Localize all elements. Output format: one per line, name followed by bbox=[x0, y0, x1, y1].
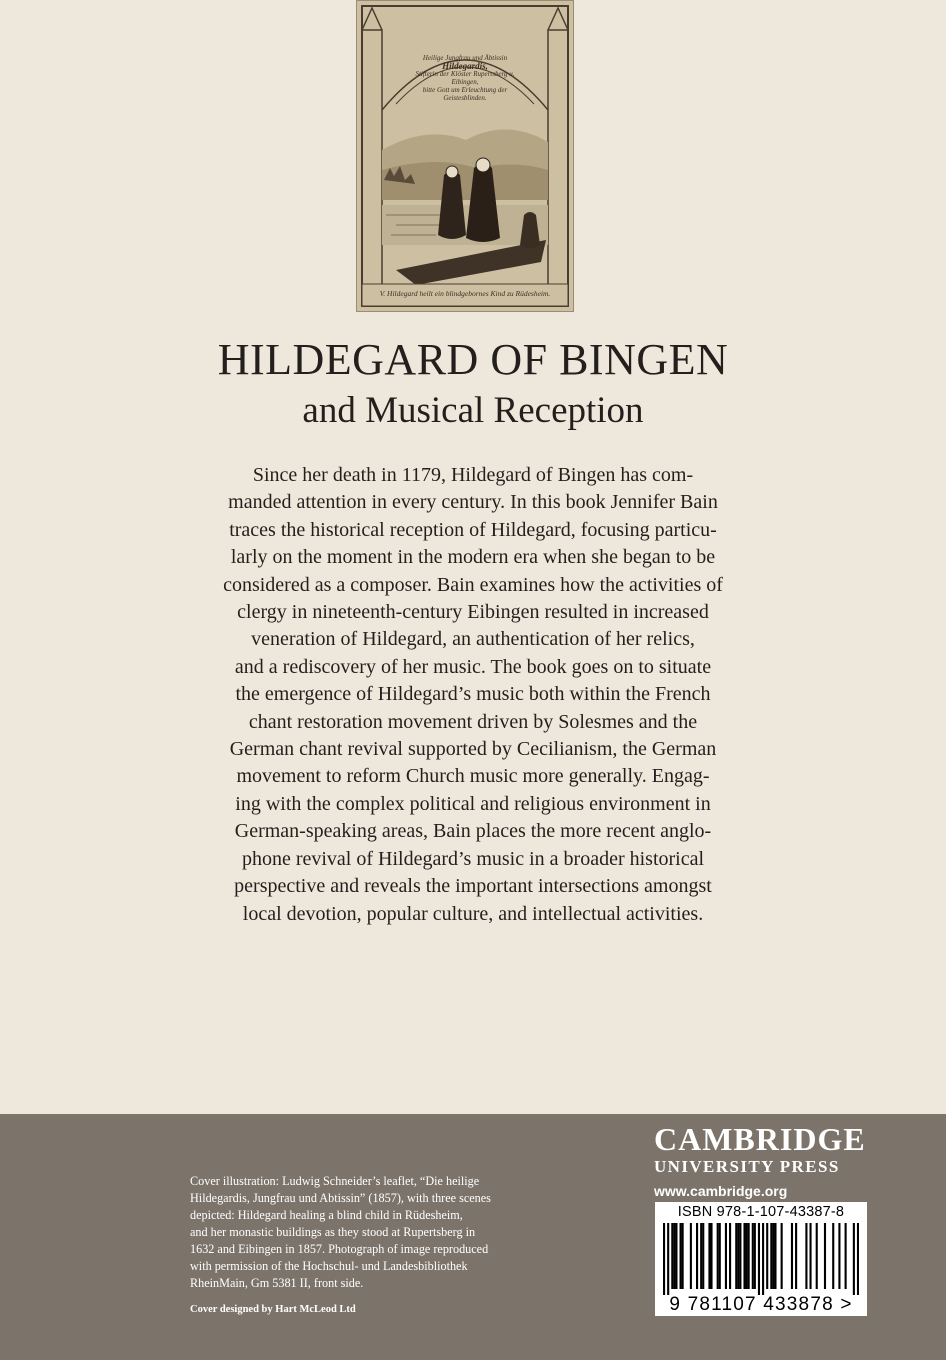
barcode-bar bbox=[702, 1223, 704, 1289]
designer-credit: Cover designed by Hart McLeod Ltd bbox=[190, 1304, 356, 1315]
barcode-bar bbox=[739, 1223, 741, 1289]
blurb-line: traces the historical reception of Hildegard, focusing particu- bbox=[229, 518, 717, 541]
blurb-line: ing with the complex political and religious environment in bbox=[235, 792, 711, 815]
publisher-logo bbox=[654, 1122, 874, 1199]
credits-line: Hildegardis, Jungfrau und Abtissin” (1857), with three scenes bbox=[190, 1191, 491, 1205]
publisher-url[interactable]: www.cambridge.org bbox=[654, 1183, 788, 1199]
blurb-line: the emergence of Hildegard’s music both within the French bbox=[235, 683, 711, 706]
credits-line: RheinMain, Gm 5381 II, front side. bbox=[190, 1276, 364, 1290]
barcode-bar bbox=[663, 1223, 665, 1295]
barcode-bar bbox=[758, 1223, 760, 1295]
illustration-caption: V. Hildegard heilt ein blindgebornes Kind zu Rüdesheim. bbox=[379, 289, 551, 298]
barcode-bar bbox=[781, 1223, 783, 1289]
barcode-bar bbox=[805, 1223, 807, 1289]
barcode-bar bbox=[708, 1223, 710, 1289]
blurb-line: manded attention in every century. In this book Jennifer Bain bbox=[228, 491, 718, 514]
barcode-bar bbox=[667, 1223, 669, 1295]
publisher-name: CAMBRIDGE bbox=[654, 1121, 866, 1157]
barcode-bar bbox=[754, 1223, 756, 1289]
barcode-bar bbox=[735, 1223, 737, 1289]
blurb-line: German-speaking areas, Bain places the more recent anglo- bbox=[234, 820, 712, 843]
book-subtitle: and Musical Reception bbox=[302, 390, 644, 431]
barcode-bar bbox=[791, 1223, 793, 1289]
barcode-bar bbox=[675, 1223, 677, 1289]
barcode-bars bbox=[663, 1223, 859, 1295]
cover-illustration bbox=[356, 0, 574, 312]
barcode-bar bbox=[774, 1223, 776, 1289]
barcode-bar bbox=[671, 1223, 673, 1289]
blurb-line: German chant revival supported by Cecilianism, the German bbox=[229, 738, 717, 761]
credits-line: depicted: Hildegard healing a blind child in Rüdesheim, bbox=[190, 1208, 463, 1222]
barcode-bar bbox=[752, 1223, 754, 1289]
blurb-line: Since her death in 1179, Hildegard of Bingen has com- bbox=[252, 464, 694, 486]
isbn-barcode bbox=[655, 1202, 867, 1316]
barcode-bar bbox=[795, 1223, 797, 1289]
barcode-bar bbox=[838, 1223, 840, 1289]
barcode-digits: 9 781107 433878 > bbox=[669, 1294, 853, 1315]
banner-line: Heilige Jungfrau und Äbtissin bbox=[422, 54, 508, 62]
barcode-bar bbox=[710, 1223, 712, 1289]
barcode-bar bbox=[816, 1223, 818, 1289]
barcode-bar bbox=[832, 1223, 834, 1289]
barcode-bar bbox=[690, 1223, 692, 1289]
barcode-bar bbox=[809, 1223, 811, 1289]
barcode-bar bbox=[725, 1223, 727, 1289]
barcode-bar bbox=[857, 1223, 859, 1295]
barcode-bar bbox=[743, 1223, 745, 1289]
credits-line: with permission of the Hochschul- und Landesbibliothek bbox=[190, 1259, 468, 1273]
blurb-line: phone revival of Hildegard’s music in a broader historical bbox=[241, 847, 705, 870]
credits-line: 1632 and Eibingen in 1857. Photograph of image reproduced bbox=[190, 1242, 489, 1256]
barcode-bar bbox=[696, 1223, 698, 1289]
barcode-bar bbox=[762, 1223, 764, 1295]
blurb-line: veneration of Hildegard, an authentication of her relics, bbox=[251, 628, 695, 651]
blurb-line: clergy in nineteenth-century Eibingen resulted in increased bbox=[237, 601, 709, 624]
barcode-bar bbox=[719, 1223, 721, 1289]
barcode-bar bbox=[746, 1223, 748, 1289]
barcode-bar bbox=[717, 1223, 719, 1289]
barcode-bar bbox=[682, 1223, 684, 1289]
book-title: HILDEGARD OF BINGEN bbox=[217, 335, 729, 384]
banner-line: Stifterin der Klöster Rupertsberg u. Eibingen, bbox=[415, 70, 515, 86]
banner-line: bitte Gott um Erleuchtung der Geistesblinden. bbox=[422, 86, 508, 102]
blurb-line: movement to reform Church music more generally. Engag- bbox=[236, 765, 710, 788]
engraving-drawing bbox=[356, 0, 574, 312]
isbn-label: ISBN 978-1-107-43387-8 bbox=[677, 1204, 845, 1220]
blurb-line: perspective and reveals the important intersections amongst bbox=[234, 875, 712, 898]
blurb-line: considered as a composer. Bain examines how the activities of bbox=[223, 573, 723, 596]
barcode-bar bbox=[766, 1223, 768, 1289]
barcode-bar bbox=[853, 1223, 855, 1295]
publisher-subname: UNIVERSITY PRESS bbox=[654, 1157, 840, 1176]
blurb-line: larly on the moment in the modern era when she began to be bbox=[230, 546, 716, 569]
credits-line: Cover illustration: Ludwig Schneider’s leaflet, “Die heilige bbox=[190, 1174, 480, 1188]
barcode-bar bbox=[824, 1223, 826, 1289]
blurb-line: local devotion, popular culture, and intellectual activities. bbox=[242, 902, 704, 925]
cover-credits bbox=[190, 1173, 570, 1292]
credits-line: and her monastic buildings as they stood at Rupertsberg in bbox=[190, 1225, 476, 1239]
barcode-bar bbox=[770, 1223, 772, 1289]
blurb-line: chant restoration movement driven by Solesmes and the bbox=[248, 710, 698, 733]
blurb-line: and a rediscovery of her music. The book goes on to situate bbox=[234, 655, 712, 678]
barcode-bar bbox=[772, 1223, 774, 1289]
barcode-bar bbox=[845, 1223, 847, 1289]
barcode-bar bbox=[680, 1223, 682, 1289]
banner-line: Hildegardis, bbox=[442, 61, 488, 71]
barcode-bar bbox=[700, 1223, 702, 1289]
barcode-bar bbox=[673, 1223, 675, 1289]
barcode-bar bbox=[729, 1223, 731, 1289]
illustration-banner bbox=[406, 54, 524, 102]
barcode-bar bbox=[737, 1223, 739, 1289]
barcode-bar bbox=[748, 1223, 750, 1289]
book-blurb bbox=[172, 462, 774, 928]
